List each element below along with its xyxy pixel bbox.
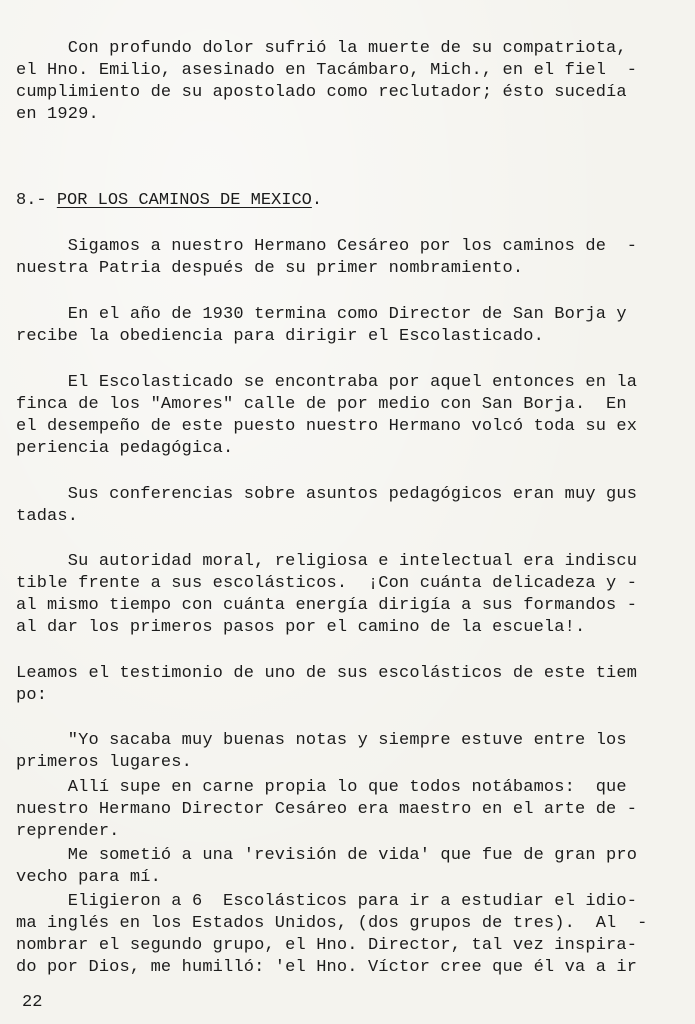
text-line: en 1929. xyxy=(16,105,99,124)
text-line: periencia pedagógica. xyxy=(16,439,234,458)
text-line: vecho para mí. xyxy=(16,868,161,887)
section-heading xyxy=(16,190,322,212)
text-line: En el año de 1930 termina como Director de San Borja y xyxy=(16,305,627,324)
text-line: el desempeño de este puesto nuestro Hermano volcó toda su ex xyxy=(16,417,638,436)
text-line: ma inglés en los Estados Unidos, (dos grupos de tres). Al - xyxy=(16,914,648,933)
text-line: Con profundo dolor sufrió la muerte de su compatriota, xyxy=(16,39,627,58)
text-line: Su autoridad moral, religiosa e intelectual era indiscu xyxy=(16,552,638,571)
text-line: nombrar el segundo grupo, el Hno. Director, tal vez inspira- xyxy=(16,936,638,955)
text-line: al mismo tiempo con cuánta energía dirigía a sus formandos - xyxy=(16,596,638,615)
text-line: finca de los "Amores" calle de por medio con San Borja. En xyxy=(16,395,627,414)
text-line: Allí supe en carne propia lo que todos notábamos: que xyxy=(16,778,627,797)
text-line: cumplimiento de su apostolado como reclutador; ésto sucedía xyxy=(16,83,627,102)
text-line: Eligieron a 6 Escolásticos para ir a estudiar el idio- xyxy=(16,892,638,911)
text-line: tible frente a sus escolásticos. ¡Con cuánta delicadeza y - xyxy=(16,574,638,593)
section-title-trailing: . xyxy=(311,191,323,210)
text-line: primeros lugares. xyxy=(16,753,192,772)
text-line: El Escolasticado se encontraba por aquel entonces en la xyxy=(16,373,638,392)
text-line: nuestro Hermano Director Cesáreo era maestro en el arte de - xyxy=(16,800,638,819)
text-line: el Hno. Emilio, asesinado en Tacámbaro, Mich., en el fiel - xyxy=(16,61,638,80)
text-line: do por Dios, me humilló: 'el Hno. Víctor cree que él va a ir xyxy=(16,958,638,977)
text-line: reprender. xyxy=(16,822,120,841)
text-line: Leamos el testimonio de uno de sus escolásticos de este tiem xyxy=(16,664,638,683)
text-line: Sus conferencias sobre asuntos pedagógicos eran muy gus xyxy=(16,485,638,504)
text-line: Sigamos a nuestro Hermano Cesáreo por los caminos de - xyxy=(16,237,638,256)
section-number: 8.- xyxy=(16,191,57,210)
text-line: po: xyxy=(16,686,48,705)
text-line: nuestra Patria después de su primer nombramiento. xyxy=(16,259,524,278)
text-line: al dar los primeros pasos por el camino de la escuela!. xyxy=(16,618,586,637)
text-line: tadas. xyxy=(16,507,79,526)
text-line: Me sometió a una 'revisión de vida' que fue de gran pro xyxy=(16,846,638,865)
text-line: "Yo sacaba muy buenas notas y siempre estuve entre los xyxy=(16,731,627,750)
page-number: 22 xyxy=(22,993,43,1012)
section-title: POR LOS CAMINOS DE MEXICO xyxy=(56,191,312,210)
text-line: recibe la obediencia para dirigir el Escolasticado. xyxy=(16,327,544,346)
